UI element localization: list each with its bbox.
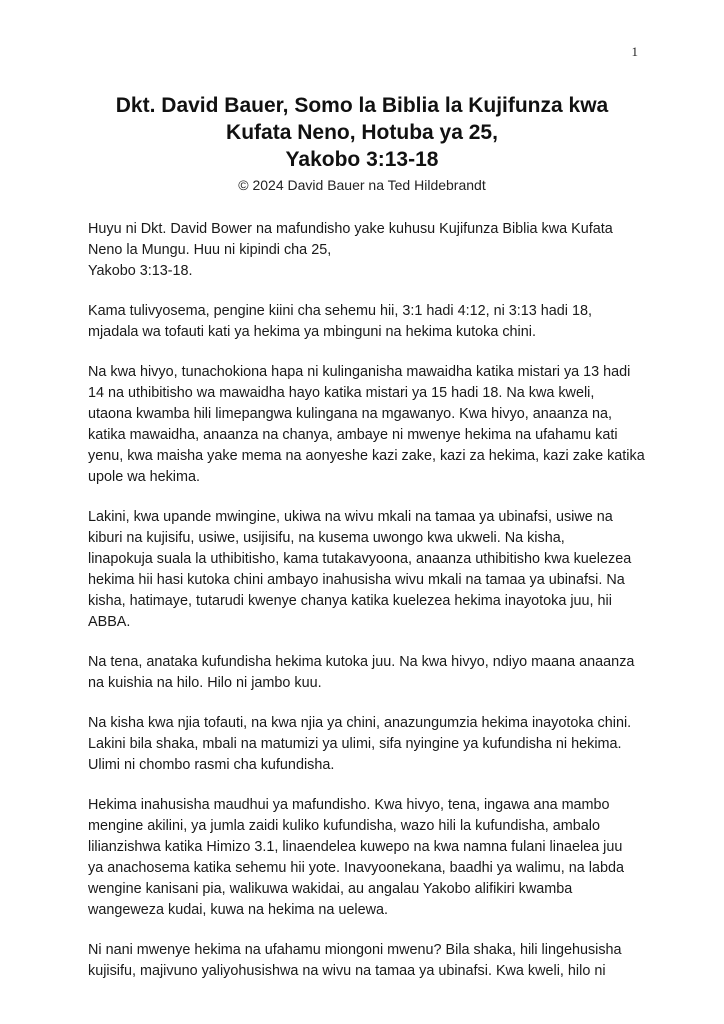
paragraph-line: Yakobo 3:13-18. — [88, 263, 193, 279]
body-paragraph — [88, 507, 648, 633]
paragraph-line: Neno la Mungu. Huu ni kipindi cha 25, — [88, 242, 332, 258]
document-header — [60, 92, 664, 194]
paragraph-line: mjadala wa tofauti kati ya hekima ya mbinguni na hekima kutoka chini. — [88, 324, 536, 340]
paragraph-line: Lakini, kwa upande mwingine, ukiwa na wivu mkali na tamaa ya ubinafsi, usiwe na — [88, 509, 613, 525]
body-paragraph — [88, 219, 648, 282]
copyright-notice: © 2024 David Bauer na Ted Hildebrandt — [238, 177, 486, 193]
paragraph-line: utaona kwamba hili limepangwa kulingana na mgawanyo. Kwa hivyo, anaanza na, — [88, 406, 612, 422]
paragraph-line: Ni nani mwenye hekima na ufahamu miongoni mwenu? Bila shaka, hili lingehusisha — [88, 942, 622, 958]
body-paragraph — [88, 940, 648, 982]
paragraph-line: Na tena, anataka kufundisha hekima kutoka juu. Na kwa hivyo, ndiyo maana anaanza — [88, 654, 635, 670]
paragraph-line: lilianzishwa katika Himizo 3.1, linaendelea kuwepo na kwa namna fulani linaelea juu — [88, 839, 623, 855]
paragraph-line: wengine kanisani pia, walikuwa wakidai, au angalau Yakobo alifikiri kwamba — [88, 881, 573, 897]
paragraph-line: Huyu ni Dkt. David Bower na mafundisho yake kuhusu Kujifunza Biblia kwa Kufata — [88, 221, 613, 237]
paragraph-line: upole wa hekima. — [88, 469, 200, 485]
paragraph-line: Hekima inahusisha maudhui ya mafundisho. Kwa hivyo, tena, ingawa ana mambo — [88, 797, 610, 813]
paragraph-line: katika mawaidha, anaanza na chanya, ambaye ni mwenye hekima na ufahamu kati — [88, 427, 618, 443]
paragraph-line: mengine akilini, ya jumla zaidi kuliko kufundisha, wazo hili la kufundisha, ambalo — [88, 818, 600, 834]
body-paragraph — [88, 795, 648, 921]
paragraph-line: na kuishia na hilo. Hilo ni jambo kuu. — [88, 675, 322, 691]
paragraph-line: kujisifu, majivuno yaliyohusishwa na wivu na tamaa ya ubinafsi. Kwa kweli, hilo ni — [88, 963, 606, 979]
title-line: Yakobo 3:13-18 — [285, 148, 439, 171]
paragraph-line: Na kwa hivyo, tunachokiona hapa ni kulinganisha mawaidha katika mistari ya 13 hadi — [88, 364, 631, 380]
paragraph-line: Ulimi ni chombo rasmi cha kufundisha. — [88, 757, 335, 773]
page-number: 1 — [631, 44, 638, 59]
paragraph-line: Na kisha kwa njia tofauti, na kwa njia ya chini, anazungumzia hekima inayotoka chini. — [88, 715, 632, 731]
paragraph-line: yenu, kwa maisha yake mema na aonyeshe kazi zake, kazi za hekima, kazi zake katika — [88, 448, 645, 464]
paragraph-line: Lakini bila shaka, mbali na matumizi ya ulimi, sifa nyingine ya kufundisha ni hekima. — [88, 736, 622, 752]
paragraph-line: ABBA. — [88, 614, 131, 630]
paragraph-line: wangeweza kudai, kuwa na hekima na uelewa. — [88, 902, 388, 918]
body-paragraph — [88, 362, 648, 488]
document-body — [88, 219, 648, 1001]
paragraph-line: 14 na uthibitisho wa mawaidha hayo katika mistari ya 15 hadi 18. Na kwa kweli, — [88, 385, 595, 401]
paragraph-line: ya anachosema katika sehemu hii yote. Inavyoonekana, baadhi ya walimu, na labda — [88, 860, 624, 876]
paragraph-line: kisha, hatimaye, tutarudi kwenye chanya katika kuelezea hekima inayotoka juu, hii — [88, 593, 612, 609]
body-paragraph — [88, 652, 648, 694]
body-paragraph — [88, 713, 648, 776]
paragraph-line: kiburi na kujisifu, usiwe, usijisifu, na kusema uwongo kwa ukweli. Na kisha, — [88, 530, 565, 546]
paragraph-line: hekima hii hasi kutoka chini ambayo inahusisha wivu mkali na tamaa ya ubinafsi. Na — [88, 572, 625, 588]
body-paragraph — [88, 301, 648, 343]
paragraph-line: linapokuja suala la uthibitisho, kama tutakavyoona, anaanza uthibitisho kwa kuelezea — [88, 551, 632, 567]
document-title — [60, 92, 664, 173]
paragraph-line: Kama tulivyosema, pengine kiini cha sehemu hii, 3:1 hadi 4:12, ni 3:13 hadi 18, — [88, 303, 592, 319]
title-line: Kufata Neno, Hotuba ya 25, — [226, 121, 498, 144]
title-line: Dkt. David Bauer, Somo la Biblia la Kujifunza kwa — [115, 94, 609, 117]
